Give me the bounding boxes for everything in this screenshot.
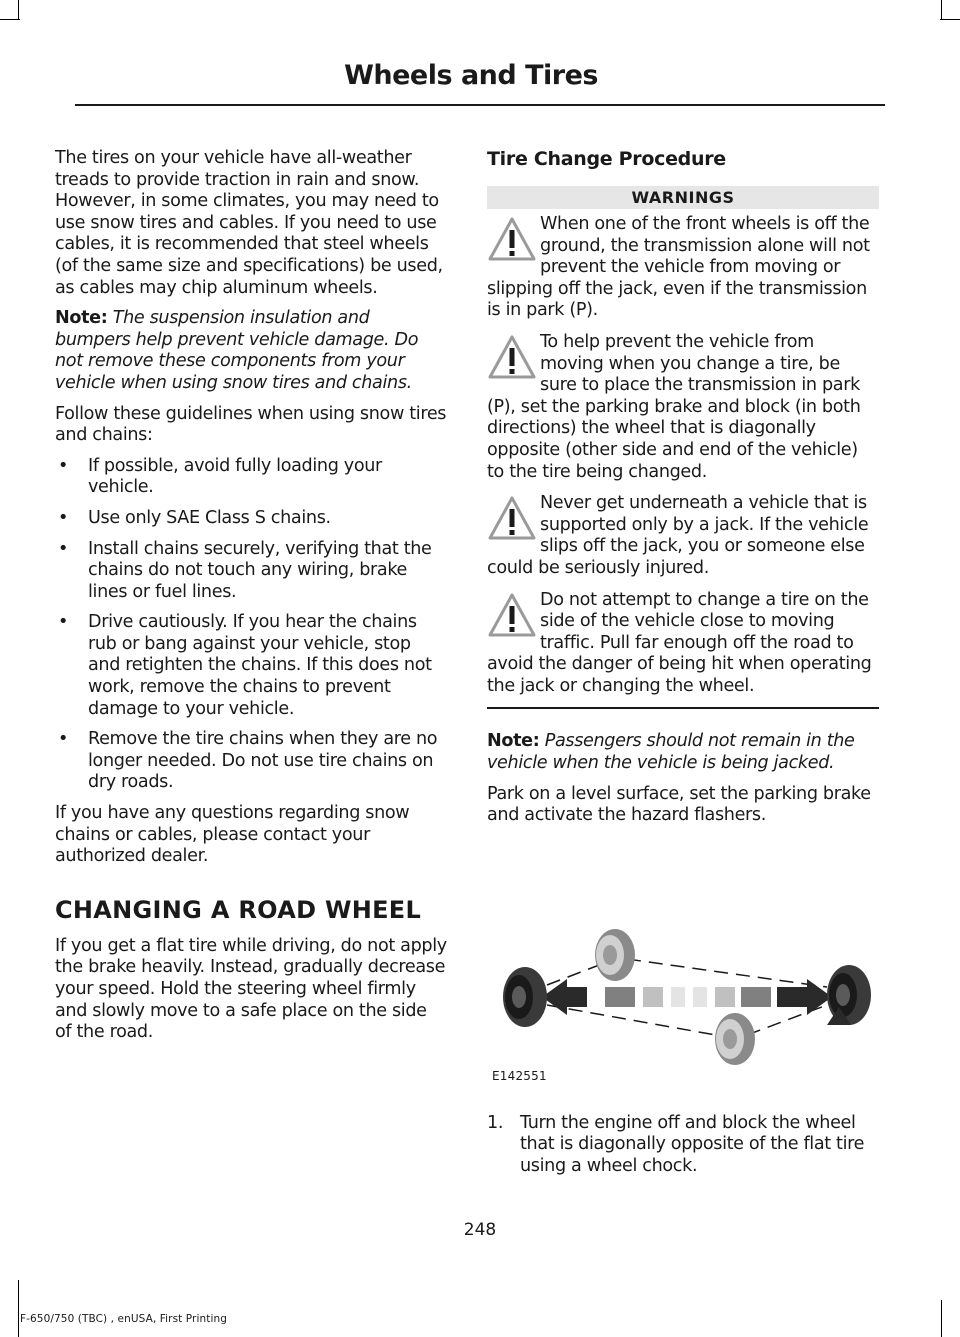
warning-text: Never get underneath a vehicle that is supported only by a jack. If the vehicle slips off the jack, you or someone else could be seriously injured. bbox=[487, 493, 869, 578]
list-item-text: Install chains securely, verifying that the chains do not touch any wiring, brake lines or fuel lines. bbox=[88, 538, 432, 602]
crop-mark bbox=[941, 1300, 942, 1337]
figure-label: E142551 bbox=[492, 1068, 547, 1083]
warning-block bbox=[487, 590, 879, 698]
section-heading: CHANGING A ROAD WHEEL bbox=[55, 895, 422, 924]
list-item bbox=[55, 508, 447, 530]
left-column bbox=[55, 148, 447, 1053]
warning-text: When one of the front wheels is off the ground, the transmission alone will not prevent the vehicle from moving or slipping off the jack, even if the transmission is in park (P). bbox=[487, 214, 870, 321]
warnings-end-rule bbox=[487, 707, 879, 709]
list-item bbox=[55, 729, 447, 794]
flat-tire-paragraph: If you get a flat tire while driving, do not apply the brake heavily. Instead, gradually decrease your speed. Hold the steering wheel firmly and slowly move to a safe place on the side of the road. bbox=[55, 935, 447, 1043]
note-paragraph bbox=[55, 308, 447, 394]
warning-triangle-icon bbox=[487, 592, 537, 638]
crop-mark bbox=[18, 1280, 19, 1337]
guidelines-list bbox=[55, 456, 447, 794]
list-item-text: Use only SAE Class S chains. bbox=[88, 507, 331, 528]
wheel-icon bbox=[503, 967, 547, 1027]
crop-mark bbox=[18, 0, 19, 20]
note-label: Note: bbox=[55, 308, 108, 329]
note-text: Passengers should not remain in the vehicle when the vehicle is being jacked. bbox=[487, 731, 855, 774]
bullet-glyph: • bbox=[58, 729, 69, 750]
header-rule bbox=[75, 104, 885, 106]
list-item bbox=[55, 539, 447, 604]
wheel-icon bbox=[595, 929, 635, 981]
list-item-text: Drive cautiously. If you hear the chains rub or bang against your vehicle, stop and retighten the chains. If this does not work, remove the chains to prevent damage to your vehicle. bbox=[88, 612, 432, 719]
questions-paragraph: If you have any questions regarding snow chains or cables, please contact your authorized dealer. bbox=[55, 803, 410, 867]
intro-paragraph: The tires on your vehicle have all-weather treads to provide traction in rain and snow. However, in some climates, you may need to use snow tires and cables. If you need to use cables, it is recommended that steel wheels (of the same size and specifications) be used, as cables may chip aluminum wheels. bbox=[55, 148, 443, 298]
list-item-text: Remove the tire chains when they are no longer needed. Do not use tire chains on dry roads. bbox=[88, 729, 438, 793]
warning-block bbox=[487, 214, 879, 322]
warning-block bbox=[487, 493, 879, 579]
list-item bbox=[487, 1113, 879, 1178]
steps-list bbox=[487, 1113, 879, 1178]
right-column bbox=[487, 148, 879, 1178]
list-item-text: If possible, avoid fully loading your vehicle. bbox=[88, 455, 382, 498]
crop-mark bbox=[941, 0, 942, 20]
park-paragraph: Park on a level surface, set the parking brake and activate the hazard flashers. bbox=[487, 783, 871, 826]
wheel-chock-illustration bbox=[487, 887, 879, 1067]
page-number: 248 bbox=[463, 1220, 497, 1240]
warning-triangle-icon bbox=[487, 216, 537, 262]
warning-text: To help prevent the vehicle from moving when you change a tire, be sure to place the transmission in park (P), set the parking brake and block (in both directions) the wheel that is diagonally opposite (other side and end of the vehicle) to the tire being changed. bbox=[487, 331, 861, 482]
bullet-glyph: • bbox=[58, 507, 69, 528]
note-paragraph bbox=[487, 731, 879, 774]
bullet-glyph: • bbox=[58, 455, 69, 476]
page-title: Wheels and Tires bbox=[344, 60, 598, 91]
wheel-icon bbox=[715, 1013, 755, 1065]
warning-triangle-icon bbox=[487, 495, 537, 541]
crop-mark bbox=[940, 19, 960, 20]
footer-text: F-650/750 (TBC) , enUSA, First Printing bbox=[20, 1313, 227, 1325]
warning-block bbox=[487, 332, 879, 483]
note-text: The suspension insulation and bumpers help prevent vehicle damage. Do not remove these components from your vehicle when using snow tires and chains. bbox=[55, 308, 419, 393]
list-item bbox=[55, 456, 447, 499]
wheel-diagram bbox=[487, 887, 879, 1097]
subsection-heading: Tire Change Procedure bbox=[487, 148, 726, 170]
list-item bbox=[55, 612, 447, 720]
warning-triangle-icon bbox=[487, 334, 537, 380]
note-label: Note: bbox=[487, 731, 540, 752]
bullet-glyph: • bbox=[58, 612, 69, 633]
step-text: Turn the engine off and block the wheel that is diagonally opposite of the flat tire using a wheel chock. bbox=[520, 1112, 865, 1177]
crop-mark bbox=[0, 19, 20, 20]
warning-text: Do not attempt to change a tire on the side of the vehicle close to moving traffic. Pull far enough off the road to avoid the danger of being hit when operating the jack or changing the wheel. bbox=[487, 589, 872, 696]
step-number: 1. bbox=[487, 1112, 504, 1133]
guidelines-intro: Follow these guidelines when using snow tires and chains: bbox=[55, 403, 447, 446]
bullet-glyph: • bbox=[58, 538, 69, 559]
warnings-header: WARNINGS bbox=[487, 186, 879, 209]
